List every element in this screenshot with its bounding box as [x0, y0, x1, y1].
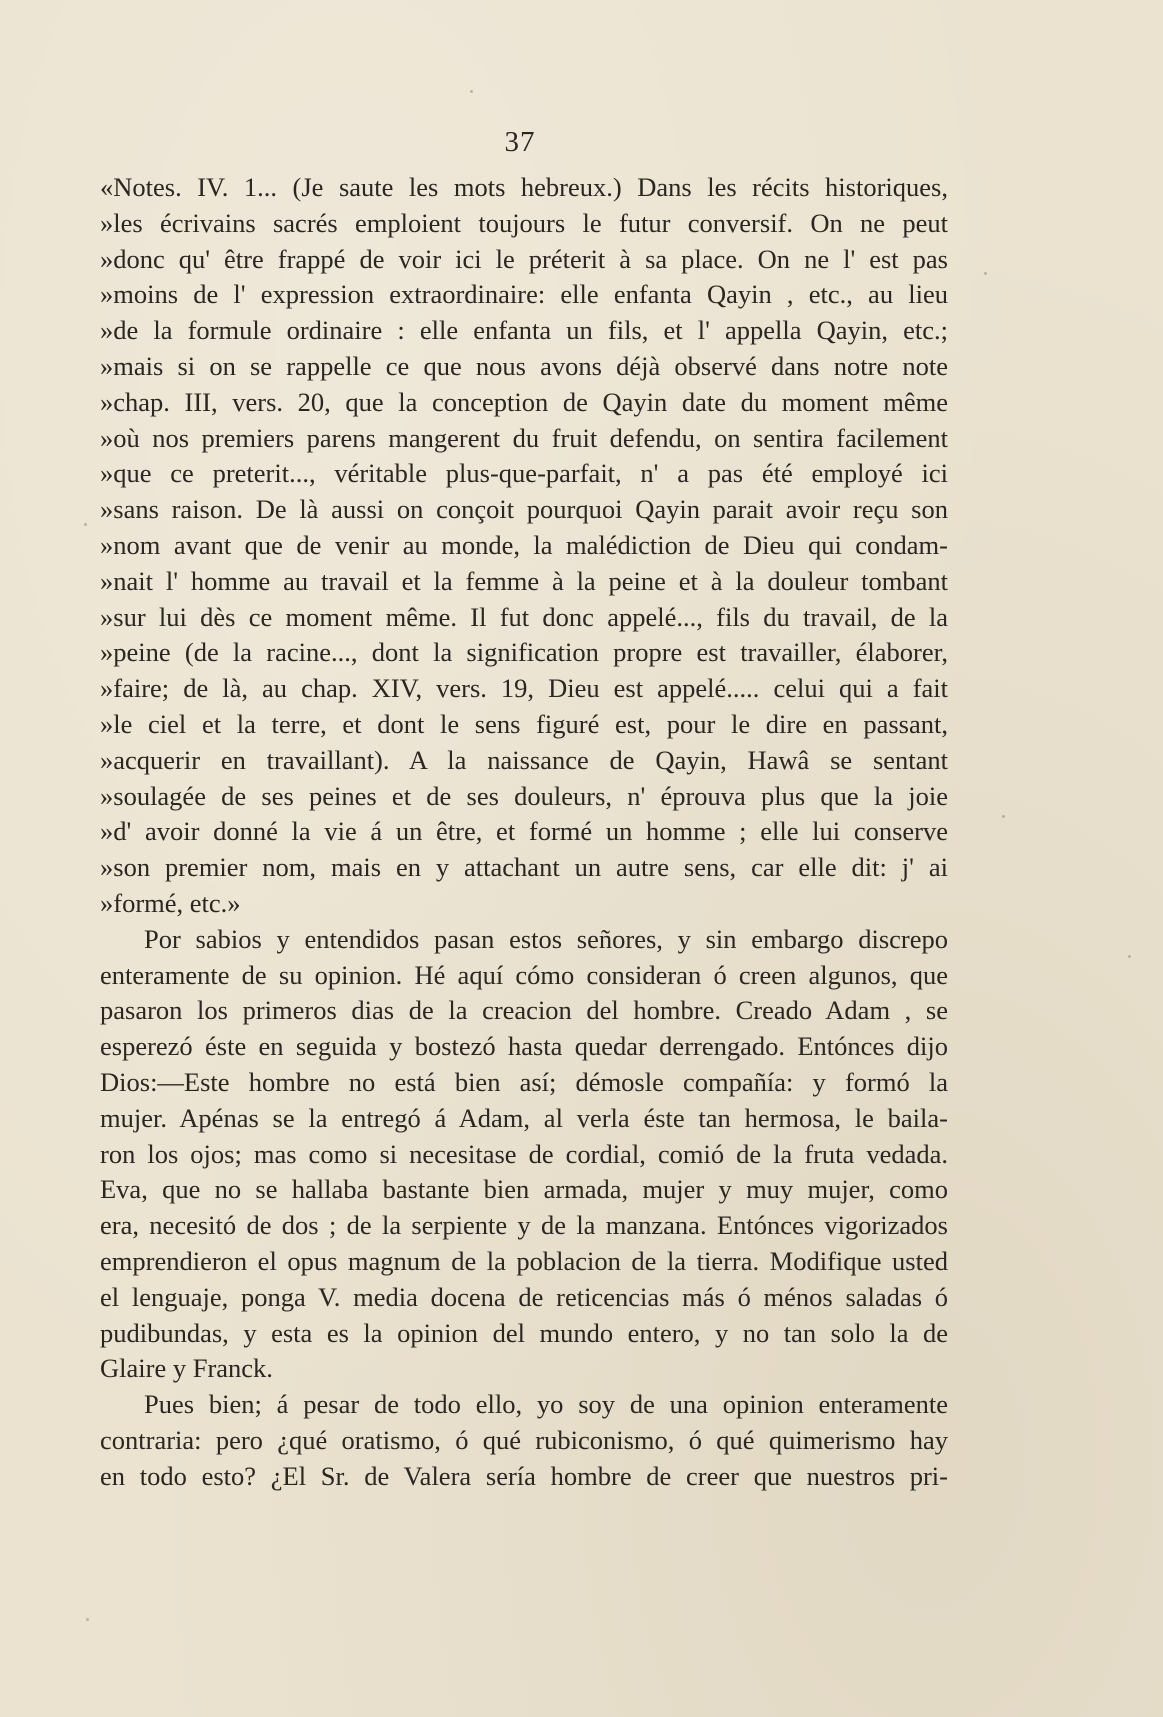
- text-line: »chap. III, vers. 20, que la conception de Qayin date du moment même: [100, 386, 948, 417]
- text-line: »sans raison. De là aussi on conçoit pourquoi Qayin parait avoir reçu son: [100, 494, 948, 525]
- text-line: mujer. Apénas se la entregó á Adam, al verla éste tan hermosa, le baila-: [100, 1102, 948, 1133]
- text-line: »le ciel et la terre, et dont le sens figuré est, pour le dire en passant,: [100, 708, 948, 739]
- text-line: »où nos premiers parens mangerent du fruit defendu, on sentira facilement: [100, 422, 948, 453]
- text-line: »acquerir en travaillant). A la naissance de Qayin, Hawâ se sentant: [100, 744, 948, 775]
- paper-speck: [470, 90, 473, 93]
- text-line: »de la formule ordinaire : elle enfanta un fils, et l' appella Qayin, etc.;: [100, 315, 948, 346]
- text-line: en todo esto? ¿El Sr. de Valera sería hombre de creer que nuestros pri-: [100, 1460, 948, 1491]
- text-line: »que ce preterit..., véritable plus-que-parfait, n' a pas été employé ici: [100, 458, 948, 489]
- text-line: enteramente de su opinion. Hé aquí cómo consideran ó creen algunos, que: [100, 959, 948, 990]
- text-line: »les écrivains sacrés emploient toujours le futur conversif. On ne peut: [100, 207, 948, 238]
- text-line: »sur lui dès ce moment même. Il fut donc appelé..., fils du travail, de la: [100, 601, 948, 632]
- text-line: Glaire y Franck.: [100, 1353, 273, 1384]
- text-line: »soulagée de ses peines et de ses douleurs, n' éprouva plus que la joie: [100, 780, 948, 811]
- text-line: »faire; de là, au chap. XIV, vers. 19, Dieu est appelé..... celui qui a fait: [100, 673, 948, 704]
- paper-speck: [1128, 955, 1131, 958]
- text-line: emprendieron el opus magnum de la poblacion de la tierra. Modifique usted: [100, 1245, 948, 1276]
- text-line: »formé, etc.»: [100, 887, 241, 918]
- text-line: esperezó éste en seguida y bostezó hasta quedar derrengado. Entónces dijo: [100, 1031, 948, 1062]
- paper-speck: [84, 523, 87, 526]
- text-line: »mais si on se rappelle ce que nous avons déjà observé dans notre note: [100, 350, 948, 381]
- text-line: «Notes. IV. 1... (Je saute les mots hebreux.) Dans les récits historiques,: [100, 172, 948, 202]
- text-line: »nait l' homme au travail et la femme à la peine et à la douleur tombant: [100, 565, 948, 596]
- paper-speck: [1002, 815, 1005, 818]
- page-number: 37: [504, 126, 536, 158]
- text-line: »donc qu' être frappé de voir ici le préterit à sa place. On ne l' est pas: [100, 243, 948, 274]
- text-line: Dios:—Este hombre no está bien así; démosle compañía: y formó la: [100, 1066, 948, 1097]
- paper-speck: [984, 272, 987, 275]
- text-line: Pues bien; á pesar de todo ello, yo soy de una opinion enteramente: [144, 1389, 948, 1420]
- text-line: »moins de l' expression extraordinaire: elle enfanta Qayin , etc., au lieu: [100, 279, 948, 310]
- text-line: pudibundas, y esta es la opinion del mundo entero, y no tan solo la de: [100, 1317, 948, 1348]
- paper-speck: [86, 1618, 89, 1621]
- text-line: pasaron los primeros dias de la creacion del hombre. Creado Adam , se: [100, 995, 948, 1026]
- text-line: Por sabios y entendidos pasan estos señores, y sin embargo discrepo: [144, 923, 948, 954]
- body-text: [100, 170, 948, 1494]
- text-line: era, necesitó de dos ; de la serpiente y de la manzana. Entónces vigorizados: [100, 1210, 948, 1241]
- text-line: el lenguaje, ponga V. media docena de reticencias más ó ménos saladas ó: [100, 1281, 948, 1312]
- text-line: »d' avoir donné la vie á un être, et formé un homme ; elle lui conserve: [100, 816, 948, 847]
- text-line: »son premier nom, mais en y attachant un autre sens, car elle dit: j' ai: [100, 852, 948, 883]
- text-line: contraria: pero ¿qué oratismo, ó qué rubiconismo, ó qué quimerismo hay: [100, 1424, 948, 1455]
- text-line: »nom avant que de venir au monde, la malédiction de Dieu qui condam-: [100, 529, 948, 560]
- text-line: »peine (de la racine..., dont la signification propre est travailler, élaborer,: [100, 637, 948, 668]
- text-line: Eva, que no se hallaba bastante bien armada, mujer y muy mujer, como: [100, 1174, 948, 1205]
- text-line: ron los ojos; mas como si necesitase de cordial, comió de la fruta vedada.: [100, 1138, 948, 1169]
